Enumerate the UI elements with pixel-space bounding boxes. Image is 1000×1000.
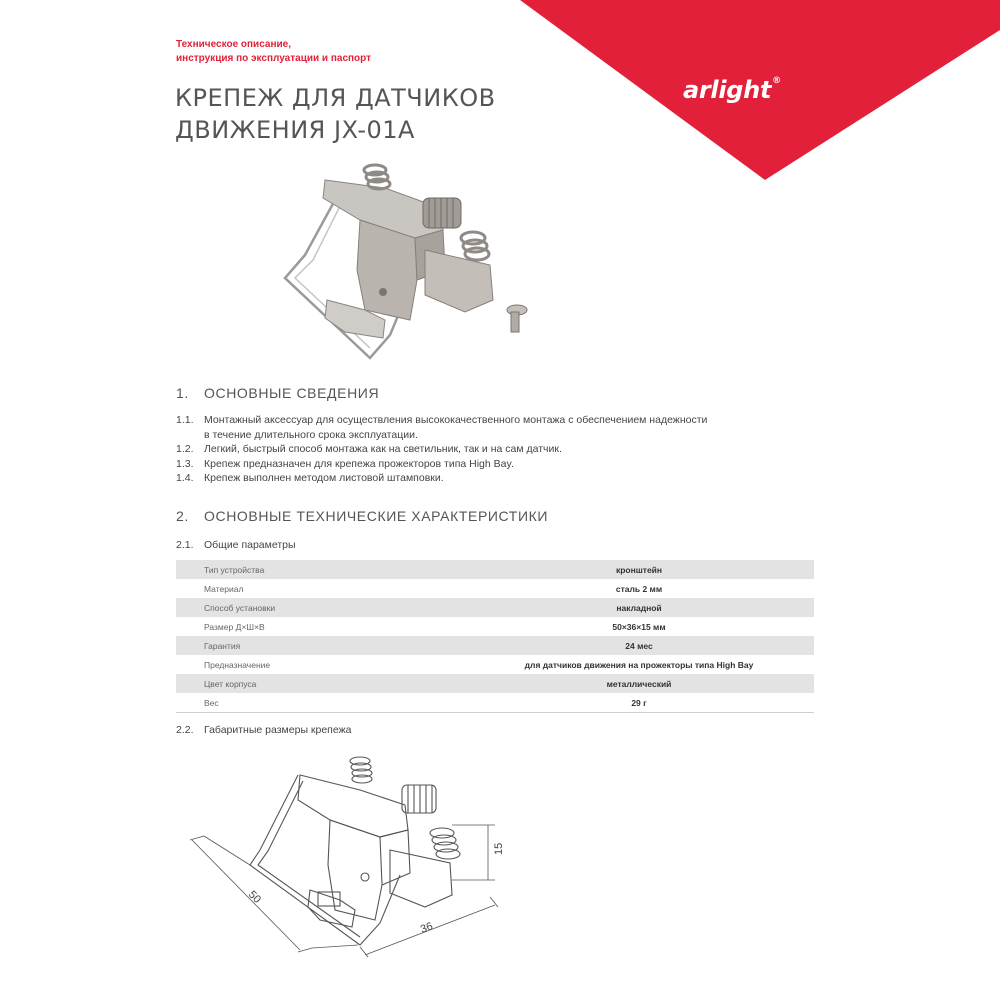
param-name: Тип устройства	[176, 560, 464, 579]
param-value: для датчиков движения на прожекторы типа High Bay	[464, 655, 814, 674]
list-item	[176, 428, 804, 443]
item-number: 1.4.	[176, 472, 194, 484]
param-name: Предназначение	[176, 655, 464, 674]
table-row	[176, 674, 814, 693]
table-row	[176, 636, 814, 655]
brand-name: arlight	[683, 76, 772, 104]
item-number: 1.1.	[176, 414, 194, 426]
item-number: 1.3.	[176, 457, 194, 470]
title-line-1: КРЕПЕЖ ДЛЯ ДАТЧИКОВ	[175, 84, 496, 112]
table-row	[176, 598, 814, 617]
param-value: сталь 2 мм	[464, 579, 814, 598]
subsection-2-2-heading	[176, 724, 351, 736]
item-number: 1.2.	[176, 443, 194, 455]
list-item	[176, 457, 804, 472]
brand-logo	[683, 76, 781, 104]
item-text: в течение длительного срока эксплуатации.	[204, 428, 418, 441]
subtitle-line-1: Техническое описание,	[176, 39, 291, 50]
param-value: 50×36×15 мм	[464, 617, 814, 636]
item-text: Монтажный аксессуар для осуществления высококачественного монтажа с обеспечением надежности	[204, 414, 708, 426]
dimension-height-label: 15	[493, 842, 505, 855]
section-1-title: ОСНОВНЫЕ СВЕДЕНИЯ	[204, 385, 380, 401]
param-value: 24 мес	[464, 636, 814, 655]
subsection-number: 2.1.	[176, 539, 194, 551]
section-1-heading	[176, 385, 379, 401]
param-name: Размер Д×Ш×В	[176, 617, 464, 636]
subsection-number: 2.2.	[176, 724, 194, 736]
section-1-number: 1.	[176, 385, 189, 401]
subsection-title: Общие параметры	[204, 539, 296, 551]
section-1-list	[176, 413, 804, 486]
registered-mark: ®	[772, 76, 781, 86]
item-text: Крепеж предназначен для крепежа прожекторов типа High Bay.	[204, 457, 514, 470]
document-subtitle	[176, 38, 371, 66]
item-number	[176, 428, 204, 443]
table-row	[176, 617, 814, 636]
param-name: Вес	[176, 693, 464, 713]
param-value: металлический	[464, 674, 814, 693]
param-value: 29 г	[464, 693, 814, 713]
subtitle-line-2: инструкция по эксплуатации и паспорт	[176, 53, 372, 64]
dimension-length-label: 50	[245, 888, 264, 906]
item-text: Легкий, быстрый способ монтажа как на светильник, так и на сам датчик.	[204, 443, 562, 455]
section-2-title: ОСНОВНЫЕ ТЕХНИЧЕСКИЕ ХАРАКТЕРИСТИКИ	[204, 508, 549, 524]
list-item	[176, 413, 804, 428]
page-title	[175, 82, 496, 146]
arlight-logo-icon	[0, 0, 50, 44]
param-name: Цвет корпуса	[176, 674, 464, 693]
section-2-number: 2.	[176, 508, 189, 524]
table-row	[176, 655, 814, 674]
subsection-2-1-heading	[176, 539, 296, 551]
table-row	[176, 560, 814, 579]
subsection-title: Габаритные размеры крепежа	[204, 724, 352, 736]
param-value: накладной	[464, 598, 814, 617]
table-row	[176, 693, 814, 713]
dimension-drawing	[190, 755, 530, 965]
section-2-heading	[176, 508, 548, 524]
dimension-width-label: 36	[418, 920, 435, 936]
item-text: Крепеж выполнен методом листовой штамповки.	[204, 472, 444, 484]
title-line-2: ДВИЖЕНИЯ JX-01A	[175, 116, 415, 144]
param-name: Способ установки	[176, 598, 464, 617]
list-item	[176, 471, 804, 486]
param-name: Гарантия	[176, 636, 464, 655]
param-value: кронштейн	[464, 560, 814, 579]
parameters-table	[176, 560, 814, 713]
product-photo	[265, 160, 545, 370]
list-item	[176, 442, 804, 457]
param-name: Материал	[176, 579, 464, 598]
table-row	[176, 579, 814, 598]
